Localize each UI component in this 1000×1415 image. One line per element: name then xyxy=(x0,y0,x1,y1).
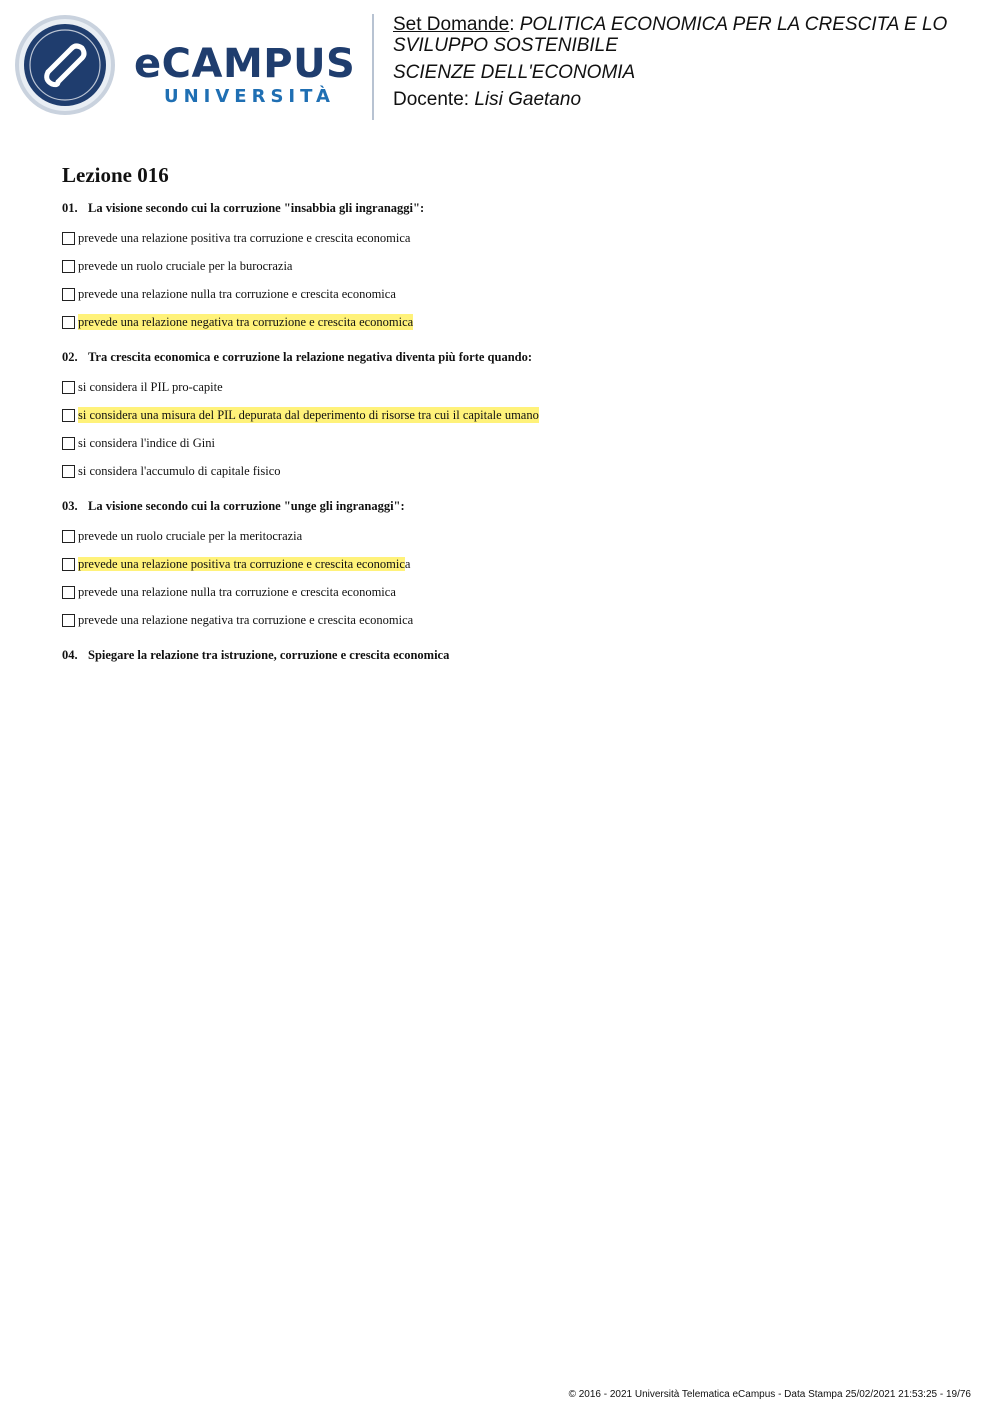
answer-option-correct[interactable] xyxy=(62,308,962,336)
answer-option-correct[interactable] xyxy=(62,550,962,578)
answer-option[interactable] xyxy=(62,252,962,280)
question-text xyxy=(62,200,962,216)
answer-option[interactable] xyxy=(62,457,962,485)
document-header xyxy=(0,0,1000,130)
question-text xyxy=(62,349,962,365)
answer-text xyxy=(78,556,410,572)
answer-checkbox[interactable] xyxy=(62,381,75,394)
question-label: Spiegare la relazione tra istruzione, corruzione e crescita economica xyxy=(88,648,450,662)
question-number: 01. xyxy=(62,201,78,215)
header-info xyxy=(393,14,983,110)
logo-main-text: eCAMPUS xyxy=(134,41,356,87)
answer-text: si considera l'accumulo di capitale fisico xyxy=(78,464,281,478)
question-01 xyxy=(62,200,962,336)
answer-option-correct[interactable] xyxy=(62,401,962,429)
answer-checkbox[interactable] xyxy=(62,437,75,450)
answer-text-highlighted: prevede una relazione negativa tra corruzione e crescita economica xyxy=(78,315,414,329)
question-label: Tra crescita economica e corruzione la relazione negativa diventa più forte quando: xyxy=(88,350,533,364)
answer-text-highlighted: si considera una misura del PIL depurata dal deperimento di risorse tra cui il capitale umano xyxy=(78,408,539,422)
answer-option[interactable] xyxy=(62,522,962,550)
answer-checkbox[interactable] xyxy=(62,316,75,329)
answer-checkbox[interactable] xyxy=(62,260,75,273)
set-label: Set Domande xyxy=(393,14,510,35)
answer-text: si considera il PIL pro-capite xyxy=(78,380,223,394)
question-04 xyxy=(62,647,962,663)
answer-checkbox[interactable] xyxy=(62,530,75,543)
answer-checkbox[interactable] xyxy=(62,558,75,571)
ecampus-seal-logo xyxy=(14,14,116,116)
document-content xyxy=(62,162,962,676)
teacher-label: Docente: xyxy=(393,89,470,110)
answer-checkbox[interactable] xyxy=(62,586,75,599)
question-number: 02. xyxy=(62,350,78,364)
teacher-name: Lisi Gaetano xyxy=(474,89,582,110)
teacher-line xyxy=(393,89,983,110)
answer-text: prevede una relazione nulla tra corruzione e crescita economica xyxy=(78,585,396,599)
answer-checkbox[interactable] xyxy=(62,614,75,627)
page-footer: © 2016 - 2021 Università Telematica eCampus - Data Stampa 25/02/2021 21:53:25 - 19/76 xyxy=(568,1389,971,1400)
answer-option[interactable] xyxy=(62,224,962,252)
answer-checkbox[interactable] xyxy=(62,232,75,245)
question-text xyxy=(62,647,962,663)
answer-text: prevede un ruolo cruciale per la burocrazia xyxy=(78,259,293,273)
answer-checkbox[interactable] xyxy=(62,288,75,301)
answer-text: prevede un ruolo cruciale per la meritocrazia xyxy=(78,529,303,543)
question-03 xyxy=(62,498,962,634)
course-name: SCIENZE DELL'ECONOMIA xyxy=(393,62,636,83)
question-text xyxy=(62,498,962,514)
answer-option[interactable] xyxy=(62,606,962,634)
logo-sub-text: UNIVERSITÀ xyxy=(164,86,335,107)
question-number: 04. xyxy=(62,648,78,662)
set-title-line: Set Domande: POLITICA ECONOMICA PER LA CRESCITA E LO SVILUPPO SOSTENIBILE xyxy=(393,14,948,56)
question-02 xyxy=(62,349,962,485)
question-number: 03. xyxy=(62,499,78,513)
answer-text: prevede una relazione negativa tra corruzione e crescita economica xyxy=(78,613,414,627)
answer-checkbox[interactable] xyxy=(62,409,75,422)
question-label: La visione secondo cui la corruzione "unge gli ingranaggi": xyxy=(88,499,405,513)
question-label: La visione secondo cui la corruzione "insabbia gli ingranaggi": xyxy=(88,201,425,215)
lesson-title: Lezione 016 xyxy=(62,163,169,187)
set-title: POLITICA ECONOMICA PER LA CRESCITA E LO SVILUPPO SOSTENIBILE xyxy=(393,14,948,56)
answer-checkbox[interactable] xyxy=(62,465,75,478)
answer-text-highlighted: prevede una relazione positiva tra corruzione e crescita economic xyxy=(78,557,405,571)
answer-option[interactable] xyxy=(62,429,962,457)
answer-text: si considera l'indice di Gini xyxy=(78,436,215,450)
header-divider xyxy=(372,14,374,120)
answer-text-rest: a xyxy=(404,557,411,571)
answer-option[interactable] xyxy=(62,578,962,606)
answer-text: prevede una relazione positiva tra corruzione e crescita economica xyxy=(78,231,411,245)
ecampus-wordmark xyxy=(130,40,360,112)
answer-text: prevede una relazione nulla tra corruzione e crescita economica xyxy=(78,287,396,301)
answer-option[interactable] xyxy=(62,280,962,308)
answer-option[interactable] xyxy=(62,373,962,401)
